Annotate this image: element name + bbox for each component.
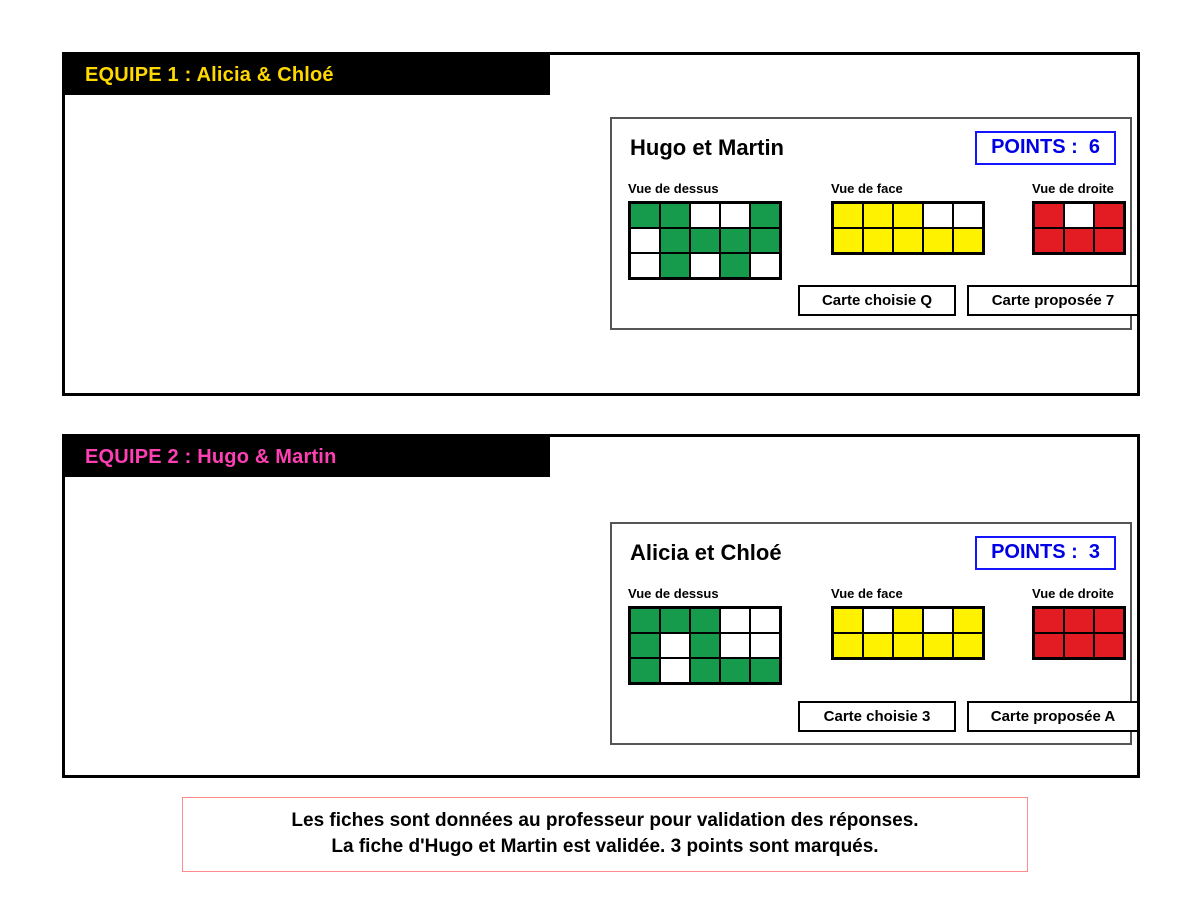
grid-cell xyxy=(923,203,953,228)
grid-cell xyxy=(690,203,720,228)
grid-cell xyxy=(690,253,720,278)
team-panel-1 xyxy=(62,52,1140,396)
grid-cell xyxy=(630,658,660,683)
grid-cell xyxy=(1064,203,1094,228)
view-label-right-team1: Vue de droite xyxy=(1032,181,1114,196)
grid-cell xyxy=(720,228,750,253)
grid-top-team2 xyxy=(628,606,782,685)
grid-cell xyxy=(863,203,893,228)
grid-front-team1 xyxy=(831,201,985,255)
grid-cell xyxy=(750,608,780,633)
grid-cell xyxy=(1094,608,1124,633)
answer-card-team1 xyxy=(610,117,1132,330)
grid-cell xyxy=(690,228,720,253)
grid-cell xyxy=(893,228,923,253)
grid-cell xyxy=(630,203,660,228)
grid-cell xyxy=(660,253,690,278)
grid-cell xyxy=(630,253,660,278)
grid-cell xyxy=(660,203,690,228)
view-right-team1 xyxy=(1032,181,1126,255)
chosen-card-chip-team1: Carte choisie Q xyxy=(798,285,956,316)
grid-cell xyxy=(1064,228,1094,253)
grid-cell xyxy=(660,658,690,683)
grid-cell xyxy=(750,253,780,278)
grid-cell xyxy=(750,228,780,253)
grid-cell xyxy=(953,203,983,228)
grid-top-team1 xyxy=(628,201,782,280)
grid-front-team2 xyxy=(831,606,985,660)
grid-cell xyxy=(1034,608,1064,633)
grid-right-team2 xyxy=(1032,606,1126,660)
proposed-card-chip-team2: Carte proposée A xyxy=(967,701,1139,732)
grid-cell xyxy=(863,633,893,658)
grid-cell xyxy=(863,608,893,633)
grid-cell xyxy=(690,658,720,683)
grid-cell xyxy=(893,633,923,658)
team-panel-2 xyxy=(62,434,1140,778)
grid-cell xyxy=(953,608,983,633)
grid-cell xyxy=(750,658,780,683)
view-top-team2 xyxy=(628,586,782,685)
grid-cell xyxy=(1034,228,1064,253)
grid-cell xyxy=(660,608,690,633)
grid-cell xyxy=(750,633,780,658)
grid-cell xyxy=(833,633,863,658)
grid-cell xyxy=(893,203,923,228)
points-badge-team1: POINTS : 6 xyxy=(975,131,1116,165)
grid-cell xyxy=(720,658,750,683)
grid-cell xyxy=(833,608,863,633)
points-badge-team2: POINTS : 3 xyxy=(975,536,1116,570)
team-header-1: EQUIPE 1 : Alicia & Chloé xyxy=(65,55,550,95)
grid-cell xyxy=(923,633,953,658)
answer-card-team2 xyxy=(610,522,1132,745)
views-row-team2 xyxy=(628,586,1120,706)
view-label-top-team2: Vue de dessus xyxy=(628,586,719,601)
team-header-2: EQUIPE 2 : Hugo & Martin xyxy=(65,437,550,477)
card-title-team2: Alicia et Chloé xyxy=(630,540,782,565)
views-row-team1 xyxy=(628,181,1120,301)
grid-cell xyxy=(660,228,690,253)
validation-note-line-1: Les fiches sont données au professeur pour validation des réponses. xyxy=(291,810,919,831)
grid-cell xyxy=(1034,633,1064,658)
grid-cell xyxy=(1034,203,1064,228)
grid-cell xyxy=(923,228,953,253)
validation-note xyxy=(182,797,1028,872)
grid-cell xyxy=(1094,228,1124,253)
grid-cell xyxy=(690,633,720,658)
view-label-front-team1: Vue de face xyxy=(831,181,903,196)
view-label-right-team2: Vue de droite xyxy=(1032,586,1114,601)
grid-cell xyxy=(833,228,863,253)
grid-cell xyxy=(720,608,750,633)
grid-cell xyxy=(720,253,750,278)
grid-cell xyxy=(690,608,720,633)
validation-note-line-2: La fiche d'Hugo et Martin est validée. 3 points sont marqués. xyxy=(331,835,879,857)
grid-cell xyxy=(833,203,863,228)
grid-cell xyxy=(630,608,660,633)
grid-cell xyxy=(863,228,893,253)
grid-cell xyxy=(953,228,983,253)
grid-cell xyxy=(630,633,660,658)
grid-cell xyxy=(953,633,983,658)
view-right-team2 xyxy=(1032,586,1126,660)
proposed-card-chip-team1: Carte proposée 7 xyxy=(967,285,1139,316)
card-title-team1: Hugo et Martin xyxy=(630,135,784,160)
grid-cell xyxy=(923,608,953,633)
grid-cell xyxy=(750,203,780,228)
grid-cell xyxy=(1094,633,1124,658)
grid-right-team1 xyxy=(1032,201,1126,255)
grid-cell xyxy=(1094,203,1124,228)
grid-cell xyxy=(720,633,750,658)
grid-cell xyxy=(720,203,750,228)
grid-cell xyxy=(630,228,660,253)
view-label-front-team2: Vue de face xyxy=(831,586,903,601)
grid-cell xyxy=(660,633,690,658)
view-label-top-team1: Vue de dessus xyxy=(628,181,719,196)
view-front-team1 xyxy=(831,181,985,255)
view-front-team2 xyxy=(831,586,985,660)
view-top-team1 xyxy=(628,181,782,280)
chosen-card-chip-team2: Carte choisie 3 xyxy=(798,701,956,732)
grid-cell xyxy=(1064,633,1094,658)
grid-cell xyxy=(893,608,923,633)
grid-cell xyxy=(1064,608,1094,633)
